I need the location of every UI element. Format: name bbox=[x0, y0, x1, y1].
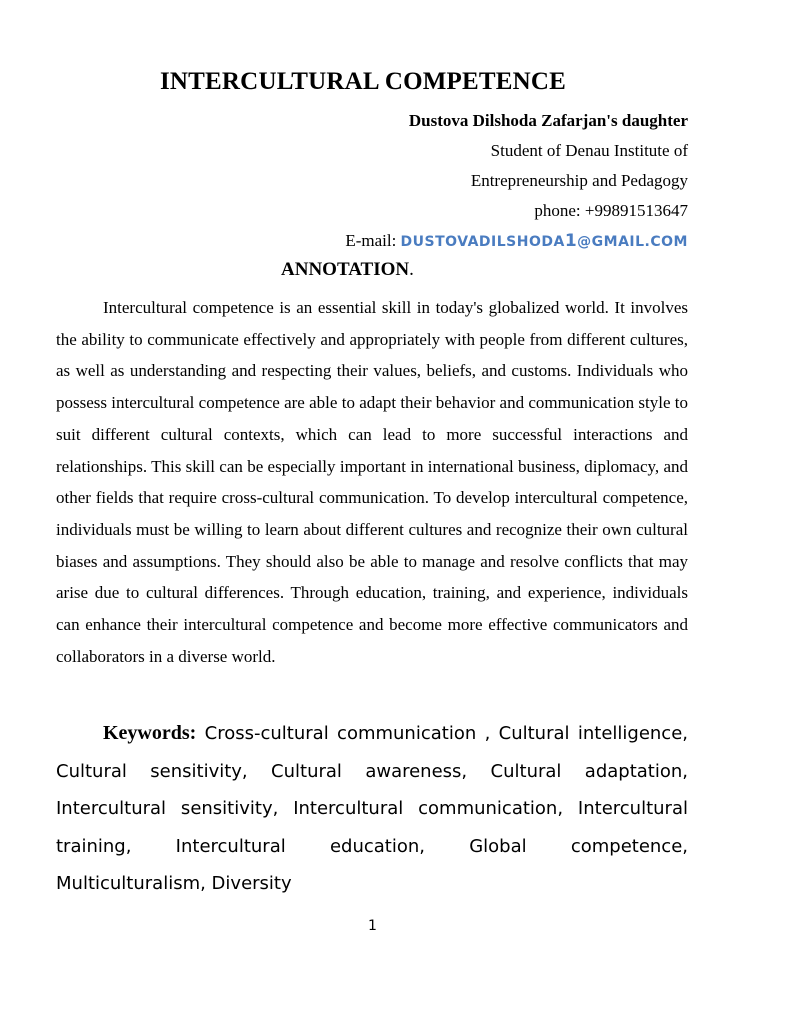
annotation-heading-dot: . bbox=[409, 259, 414, 280]
author-phone: phone: +99891513647 bbox=[534, 201, 688, 220]
page-number: 1 bbox=[368, 918, 377, 934]
email-part2: @GMAIL.COM bbox=[577, 234, 688, 250]
email-part1: DUSTOVADILSHODA bbox=[400, 234, 565, 250]
keywords-paragraph bbox=[56, 715, 688, 903]
abstract-paragraph: Intercultural competence is an essential skill in today's globalized world. It involves the ability to communicate effectively and appropriately with people from different cultures, as well as understanding and respecting their values, beliefs, and customs. Individuals who possess intercultural competence are able to adapt their behavior and communication style to suit different cultural contexts, which can lead to more successful interactions and relationships. This skill can be especially important in international business, diplomacy, and other fields that require cross-cultural communication. To develop intercultural competence, individuals must be willing to learn about different cultures and recognize their own cultural biases and assumptions. They should also be able to manage and resolve conflicts that may arise due to cultural differences. Through education, training, and experience, individuals can enhance their intercultural competence and become more effective communicators and collaborators in a diverse world. bbox=[56, 298, 688, 666]
email-link[interactable] bbox=[400, 231, 688, 251]
author-affiliation-line2: Entrepreneurship and Pedagogy bbox=[470, 171, 688, 190]
annotation-heading-text: ANNOTATION bbox=[281, 259, 410, 280]
document-title: INTERCULTURAL COMPETENCE bbox=[160, 68, 567, 95]
author-name: Dustova Dilshoda Zafarjan's daughter bbox=[408, 111, 688, 130]
annotation-heading bbox=[281, 259, 414, 281]
email-label: E-mail: bbox=[345, 231, 401, 250]
keywords-list: Cross-cultural communication , Cultural intelligence, Cultural sensitivity, Cultural awareness, Cultural adaptation, Intercultural sensitivity, Intercultural communication, Intercultural training, Intercultural education, Global competence, Multiculturalism, Diversity bbox=[56, 723, 688, 894]
author-affiliation-line1: Student of Denau Institute of bbox=[490, 141, 688, 160]
keywords-label: Keywords: bbox=[103, 722, 197, 744]
author-email-line bbox=[345, 226, 688, 257]
author-info bbox=[345, 106, 688, 257]
email-digit: 1 bbox=[564, 231, 578, 251]
